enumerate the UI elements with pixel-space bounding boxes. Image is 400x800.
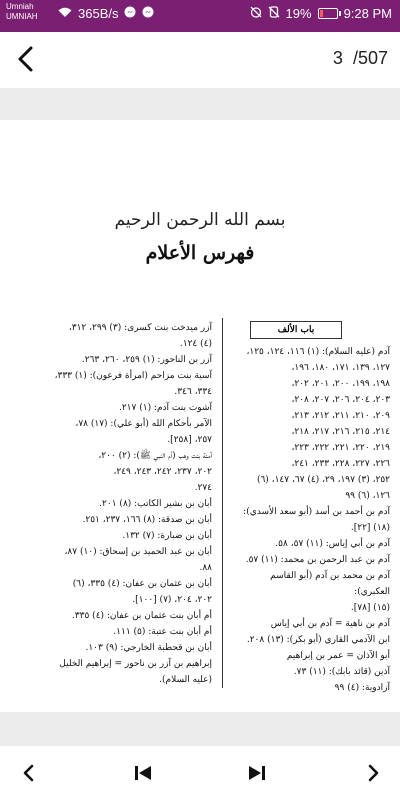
app-toolbar [0,32,400,88]
document-page[interactable] [0,120,400,712]
page-navigation-bar [0,746,400,800]
index-entry: ١٩٨، ١٩٩، ٢٠٠، ٢٠١، ٢٠٢، [291,379,390,389]
index-entry: أبان بن ضبارة: (٧) ١٣٢. [122,531,212,541]
viewer-gap-bottom [0,712,400,746]
index-entry: أم أبان بنت عتبة: (٥) ١١١. [113,627,212,637]
index-entry: ٣٣٤، ٣٤٦. [174,387,212,397]
clock: 9:28 PM [343,6,392,21]
index-entry: (٤) ١٢٤. [179,339,212,349]
index-entry: (عليه السلام). [159,675,212,685]
index-entry: أبو الآذان = عمر بن إبراهيم [286,651,390,661]
carrier-label [6,2,38,22]
index-entry: ٨٨. [199,563,212,573]
index-title: فهرس الأعلام [145,242,255,264]
index-entry: آزادوية: (٤) ٩٩ [334,683,390,693]
alarm-off-icon [250,6,262,21]
index-entry: (١٨) [٢٢]. [350,523,390,533]
battery-icon [318,8,338,19]
basmala-heading: بسم الله الرحمن الرحيم [114,210,286,230]
index-entry: آزر ميدخت بنت كسرى: (٣) ٢٩٩، ٣١٢، [68,323,212,333]
index-entry: الآمر بأحكام الله (أبو علي): (١٧) ٧٨، [75,419,212,429]
index-entry: ٢٠٢، ٢٠٤، (٧) [١٠٠]. [132,595,212,605]
index-entry: ٢٢٦، ٢٢٧، ٢٢٨، ٢٣٣، ٢٤١، [291,459,390,469]
index-entry: ٢١٩، ٢٢٠، ٢٢١، ٢٢٢، ٢٢٣، [291,443,390,453]
index-entry: آدم بن أبي إياس: (١١) ٥٧، ٥٨. [275,539,390,549]
next-page-button[interactable] [360,760,386,786]
index-entry: آذين (قائد بابك): (١١) ٧٣. [293,667,390,677]
viewer-gap-top [0,88,400,120]
skip-last-icon [244,760,270,786]
carrier-line1: Umniah [6,2,34,11]
index-entry: آشوت بنت آدم: (١) ٢١٧. [118,403,212,413]
messenger-icon [124,6,136,21]
status-right-icons [250,6,392,21]
page-current: 3 [332,48,343,68]
index-entry: ١٢٦، (٦) ٩٩ [345,491,390,501]
last-page-button[interactable] [244,760,270,786]
index-entry: (١٥) [٧٨]. [350,603,390,613]
section-heading: باب الألف [250,321,342,339]
index-entry: ابن الآدمي القاري (أبو بكر): (١٣) ٢٠٨. [246,635,390,645]
index-entry: ٢٥٧، [٢٥٨]. [167,435,212,445]
index-entry: أبان بن عثمان بن عفان: (٤) ٣٣٥، (٦) [72,579,212,589]
index-entry: ٢٠٣، ٢٠٤، ٢٠٦، ٢٠٧، ٢٠٨، [291,395,390,405]
page-total: /507 [352,48,388,68]
index-entry: إبراهيم بن آزر بن ناحور = إبراهيم الخليل [59,659,212,669]
index-entry: أبان بن بشير الكاتب: (٨) ٢٠١. [99,499,212,509]
index-entry: ٢٠٩، ٢١٠، ٢١١، ٢١٢، ٢١٣، [291,411,390,421]
index-entry: ٢١٤، ٢١٥، ٢١٦، ٢١٧، ٢١٨، [291,427,390,437]
index-entry: آدم بن ناهية = آدم بن أبي إياس [270,619,390,629]
index-entry: ١٢٧، ١٣٩، ١٧١، ١٨٠، ١٩٦، [291,363,390,373]
back-arrow-icon [12,42,42,76]
index-entry: أم أبان بنت عثمان بن عفان: (٤) ٣٣٥. [71,611,212,621]
index-entry: آدم بن محمد بن آدم (أبو القاسم العكبري): [270,571,390,597]
wifi-icon [58,6,72,21]
page-counter[interactable] [333,48,388,69]
chevron-right-icon [360,760,386,786]
index-entry: آدم (عليه السلام): (١) ١١٦، ١٢٤، ١٢٥، [246,347,390,357]
index-entry: أبان بن قحطبة الخارجي: (٩) ١٠٣. [85,643,212,653]
column-divider [222,318,223,688]
mute-icon [268,6,280,21]
index-entry: أبان بن عبد الحميد بن إسحاق: (١٠) ٨٧، [64,547,212,557]
messenger-icon-2 [142,6,154,21]
index-entry: ٢٧٤. [194,483,212,493]
index-entry: آدم بن عبد الرحمن بن محمد: (١١) ٥٧. [245,555,390,565]
index-entry: أبان بن صدقة: (٨) ١٦٦، ٢٣٧، ٢٥١. [82,515,212,525]
index-entry: آمنة بنت وهب (أم النبي ﷺ): (٢) ٢٠٠، [98,451,212,461]
right-column [232,344,390,696]
index-entry: ٢٠٢، ٢٣٧، ٢٤٢، ٢٤٣، ٢٤٩، [113,467,212,477]
status-bar [0,0,400,32]
prev-page-button[interactable] [16,760,42,786]
carrier-line2: UMNIAH [6,12,38,21]
skip-first-icon [130,760,156,786]
index-entry: آدم بن أحمد بن أسد (أبو سعد الأسدي): [243,507,390,517]
battery-percent: 19% [285,6,312,21]
first-page-button[interactable] [130,760,156,786]
network-speed: 365B/s [78,6,119,21]
chevron-left-icon [16,760,42,786]
index-entry: ٢٥٢، (٣) ١٩٧، ٢٩، (٤) ٦٧، ١٤٧، (٦) [256,475,390,485]
status-left-icons [58,6,154,21]
back-button[interactable] [12,42,42,76]
index-entry: آسية بنت مزاحم (امرأة فرعون): (١) ٣٣٣، [54,371,212,381]
left-column [42,320,212,688]
index-entry: آزر بن الناحور: (١) ٢٥٩، ٢٦٠، ٢٦٣. [81,355,212,365]
